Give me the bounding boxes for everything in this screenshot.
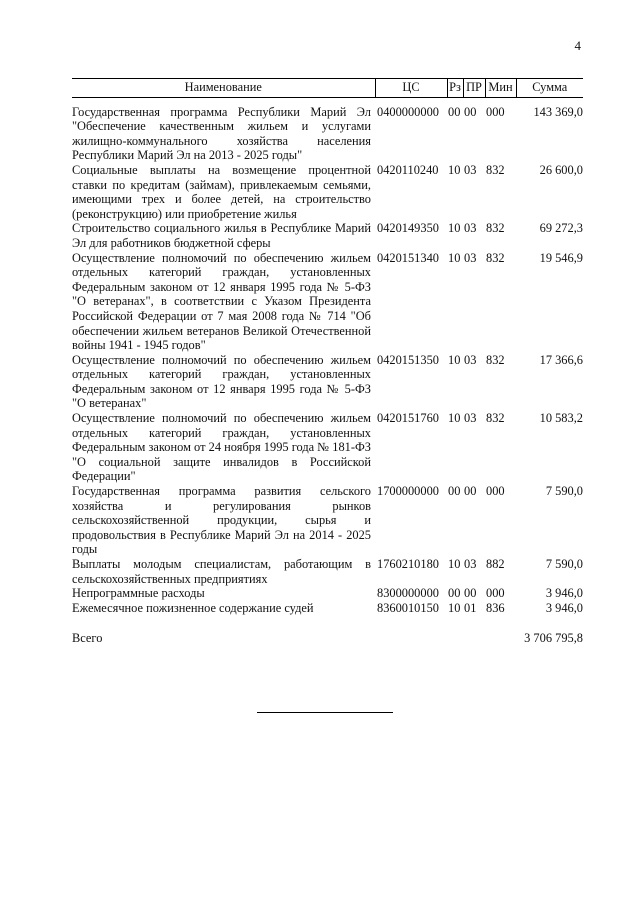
total-row [72, 615, 583, 646]
total-sum: 3 706 795,8 [524, 631, 583, 646]
row-cs: 0420149350 [377, 221, 439, 236]
row-cs: 1700000000 [377, 484, 439, 499]
row-name: Строительство социального жилья в Республике Марий Эл для работников бюджетной сферы [72, 221, 371, 250]
row-rz: 10 [448, 411, 461, 426]
total-label: Всего [72, 631, 103, 646]
row-pr: 00 [464, 586, 477, 601]
row-pr: 03 [464, 250, 477, 265]
row-name: Государственная программа Республики Марий Эл "Обеспечение качественным жильем и услугами жилищно-коммунального хозяйства населения Республики Марий Эл на 2013 - 2025 годы" [72, 104, 371, 163]
row-sum: 69 272,3 [539, 221, 583, 236]
row-rz: 10 [448, 600, 461, 615]
row-rz: 00 [448, 104, 461, 119]
page-number: 4 [574, 38, 581, 53]
header-min: Мин [485, 79, 516, 98]
row-sum: 17 366,6 [539, 352, 583, 367]
row-rz: 10 [448, 557, 461, 571]
row-name: Ежемесячное пожизненное содержание судей [72, 600, 314, 615]
row-cs: 0400000000 [377, 104, 439, 119]
table-row [72, 221, 583, 250]
row-pr: 03 [464, 162, 477, 177]
table-row [72, 411, 583, 484]
row-pr: 03 [464, 352, 477, 367]
row-pr: 03 [464, 221, 477, 236]
table-row [72, 97, 583, 163]
table-row [72, 557, 583, 586]
header-pr: ПР [463, 79, 485, 98]
row-name: Выплаты молодым специалистам, работающим в сельскохозяйственных предприятиях [72, 557, 371, 586]
row-name: Социальные выплаты на возмещение процентной ставки по кредитам (займам), привлекаемым семьями, имеющими трех и более детей, на строительство (реконструкцию) или приобретение жилья [72, 162, 371, 221]
row-pr: 03 [464, 557, 477, 571]
row-rz: 00 [448, 586, 461, 601]
row-min: 832 [486, 162, 505, 177]
row-min: 832 [486, 250, 505, 265]
row-min: 832 [486, 411, 505, 426]
row-pr: 01 [464, 600, 477, 615]
row-sum: 19 546,9 [539, 250, 583, 265]
closing-line [257, 712, 393, 713]
row-pr: 00 [464, 104, 477, 119]
table-row [72, 586, 583, 601]
header-rz: Рз [447, 79, 463, 98]
row-min: 832 [486, 221, 505, 236]
row-rz: 10 [448, 250, 461, 265]
table-row [72, 353, 583, 411]
table-header-row [72, 79, 583, 98]
row-sum: 7 590,0 [545, 484, 583, 499]
row-rz: 10 [448, 352, 461, 367]
row-min: 000 [486, 484, 505, 499]
row-cs: 0420151760 [377, 411, 439, 426]
table-row [72, 163, 583, 221]
table-row [72, 484, 583, 557]
row-cs: 1760210180 [377, 557, 439, 571]
row-sum: 3 946,0 [545, 600, 583, 615]
row-sum: 10 583,2 [539, 411, 583, 426]
row-rz: 10 [448, 221, 461, 236]
row-min: 882 [486, 557, 505, 571]
row-min: 832 [486, 352, 505, 367]
row-sum: 3 946,0 [545, 586, 583, 601]
row-name: Осуществление полномочий по обеспечению жильем отдельных категорий граждан, установленных Федеральным законом от 24 ноября 1995 года № 181-ФЗ "О социальной защите инвалидов в Российской Федерации" [72, 411, 371, 484]
header-sum: Сумма [516, 79, 583, 98]
row-rz: 00 [448, 484, 461, 499]
row-name: Осуществление полномочий по обеспечению жильем отдельных категорий граждан, установленных Федеральным законом от 12 января 1995 года № 5-ФЗ "О ветеранах", в соответствии с Указом Президента Российской Федерации от 7 мая 2008 года № 714 "Об обеспечении жильем ветеранов Великой Отечественной войны 1941 - 1945 годов" [72, 250, 371, 353]
row-min: 000 [486, 104, 505, 119]
row-cs: 0420110240 [377, 162, 439, 177]
row-min: 836 [486, 600, 505, 615]
header-cs: ЦС [375, 79, 447, 98]
row-name: Осуществление полномочий по обеспечению жильем отдельных категорий граждан, установленных Федеральным законом от 12 января 1995 года № 5-ФЗ "О ветеранах" [72, 352, 371, 411]
row-pr: 00 [464, 484, 477, 499]
row-rz: 10 [448, 162, 461, 177]
budget-table [72, 78, 583, 646]
row-cs: 8360010150 [377, 600, 439, 615]
row-sum: 143 369,0 [533, 104, 583, 119]
table-row [72, 251, 583, 353]
row-name: Государственная программа развития сельского хозяйства и регулирования рынков сельскохозяйственной продукции, сырья и продовольствия в Республике Марий Эл на 2014 - 2025 годы [72, 484, 371, 557]
row-sum: 26 600,0 [539, 162, 583, 177]
row-cs: 8300000000 [377, 586, 439, 601]
table-row [72, 601, 583, 616]
row-sum: 7 590,0 [545, 557, 583, 571]
row-cs: 0420151340 [377, 250, 439, 265]
row-pr: 03 [464, 411, 477, 426]
header-name: Наименование [72, 79, 375, 98]
row-min: 000 [486, 586, 505, 601]
row-cs: 0420151350 [377, 352, 439, 367]
row-name: Непрограммные расходы [72, 586, 205, 601]
